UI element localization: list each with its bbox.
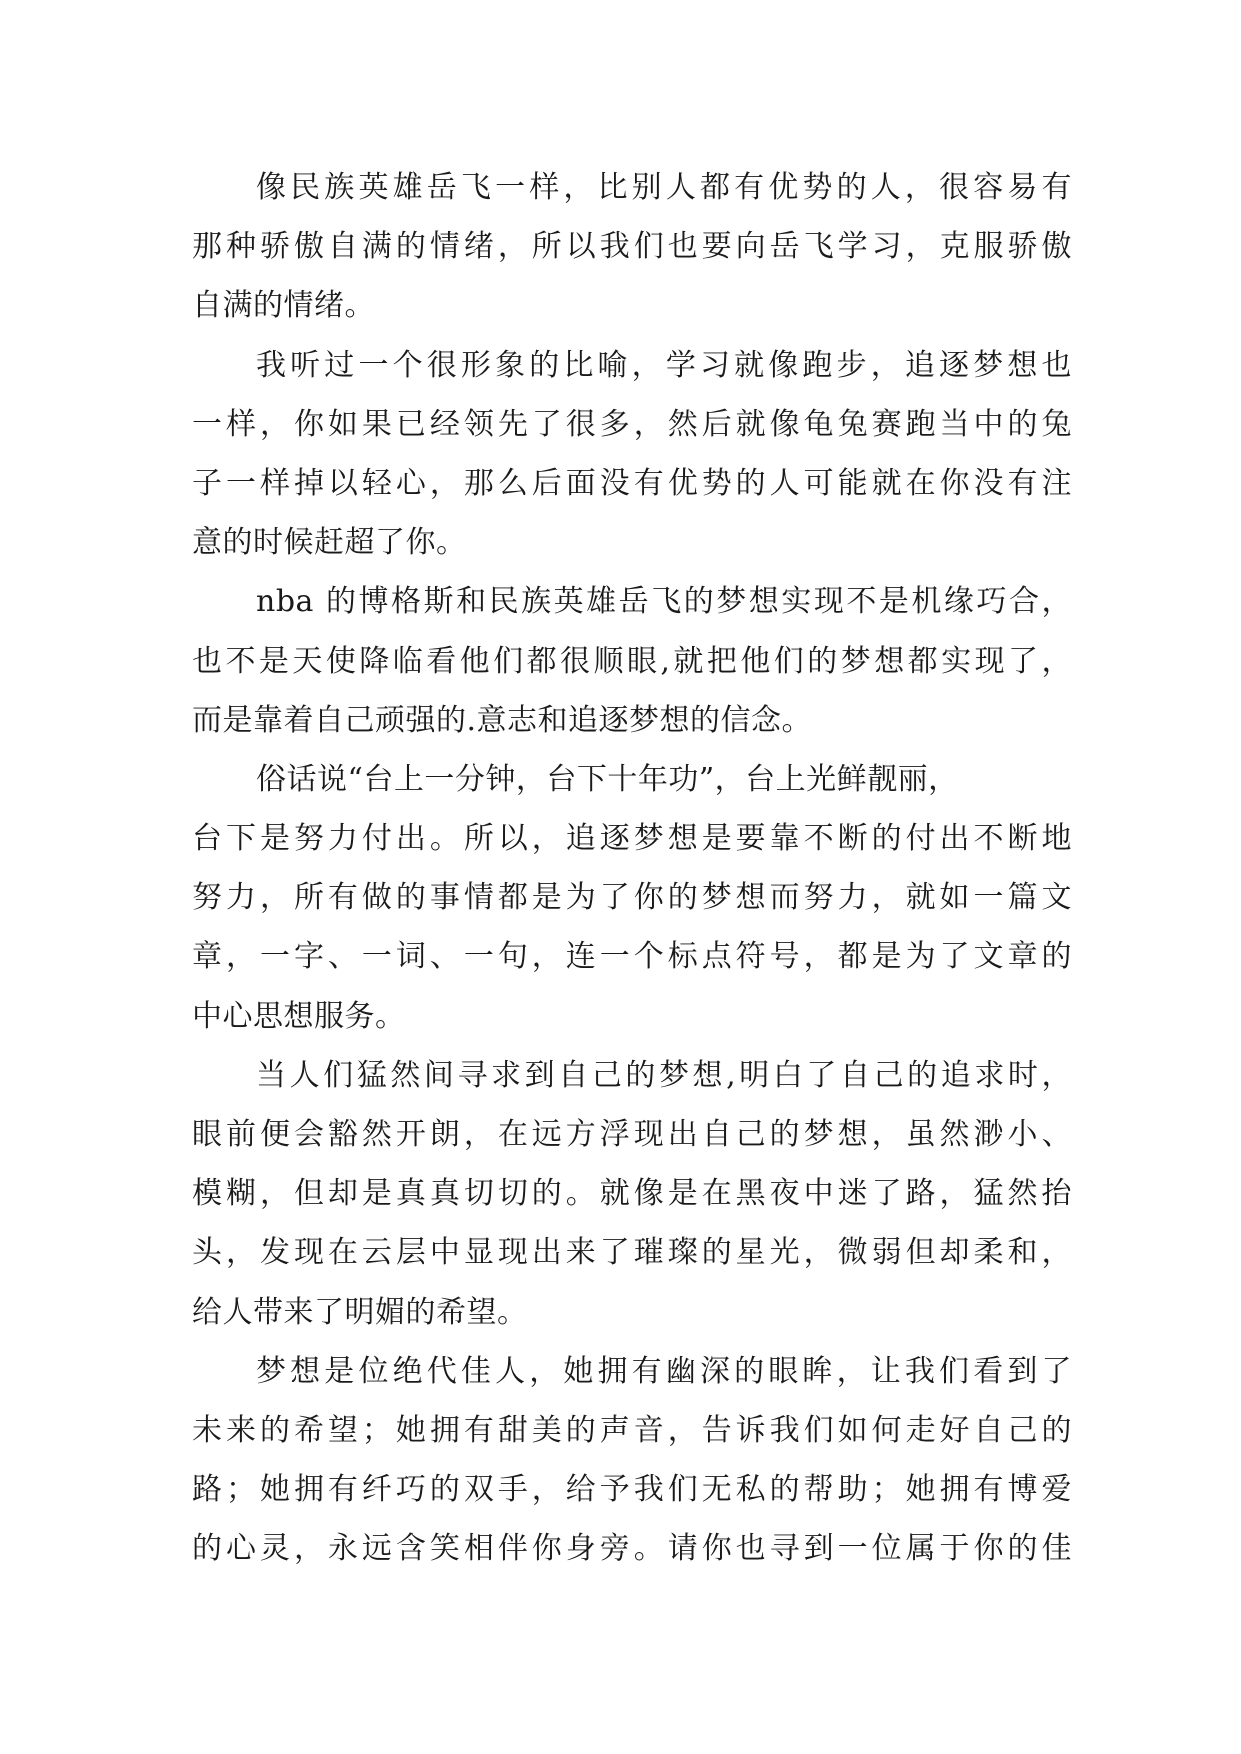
text-line: 而是靠着自己顽强的.意志和追逐梦想的信念。 [192, 702, 813, 738]
text-line: 俗话说“台上一分钟，台下十年功”，台上光鲜靓丽， [256, 761, 959, 797]
text-line: 台下是努力付出。所以，追逐梦想是要靠不断的付出不断地 [192, 821, 1072, 857]
text-line: 自满的情绪。 [192, 288, 375, 324]
text-line: nba 的博格斯和民族英雄岳飞的梦想实现不是机缘巧合， [256, 584, 1072, 620]
text-line: 未来的希望；她拥有甜美的声音，告诉我们如何走好自己的 [192, 1412, 1072, 1448]
text-line: 头，发现在云层中显现出来了璀璨的星光，微弱但却柔和， [192, 1235, 1072, 1271]
text-line: 给人带来了明媚的希望。 [192, 1294, 528, 1330]
text-line: 像民族英雄岳飞一样，比别人都有优势的人，很容易有 [256, 170, 1072, 205]
document-body [192, 158, 1072, 1579]
text-line: 章，一字、一词、一句，连一个标点符号，都是为了文章的 [192, 939, 1072, 975]
text-line: 中心思想服务。 [192, 998, 406, 1034]
text-line: 意的时候赶超了你。 [192, 525, 467, 561]
text-line: 的心灵，永远含笑相伴你身旁。请你也寻到一位属于你的佳 [192, 1531, 1072, 1567]
text-line: 也不是天使降临看他们都很顺眼,就把他们的梦想都实现了， [192, 643, 1072, 679]
text-line: 路；她拥有纤巧的双手，给予我们无私的帮助；她拥有博爱 [192, 1472, 1072, 1508]
text-line: 我听过一个很形象的比喻，学习就像跑步，追逐梦想也 [256, 347, 1072, 383]
text-line: 眼前便会豁然开朗，在远方浮现出自己的梦想，虽然渺小、 [192, 1117, 1072, 1152]
text-line: 当人们猛然间寻求到自己的梦想,明白了自己的追求时， [256, 1057, 1072, 1093]
text-line: 努力，所有做的事情都是为了你的梦想而努力，就如一篇文 [192, 880, 1072, 916]
text-line: 模糊，但却是真真切切的。就像是在黑夜中迷了路，猛然抬 [192, 1176, 1072, 1212]
text-line: 子一样掉以轻心，那么后面没有优势的人可能就在你没有注 [192, 465, 1072, 501]
text-line: 那种骄傲自满的情绪，所以我们也要向岳飞学习，克服骄傲 [192, 229, 1072, 265]
text-line: 一样，你如果已经领先了很多，然后就像龟兔赛跑当中的兔 [192, 406, 1072, 442]
text-line: 梦想是位绝代佳人，她拥有幽深的眼眸，让我们看到了 [256, 1353, 1072, 1389]
